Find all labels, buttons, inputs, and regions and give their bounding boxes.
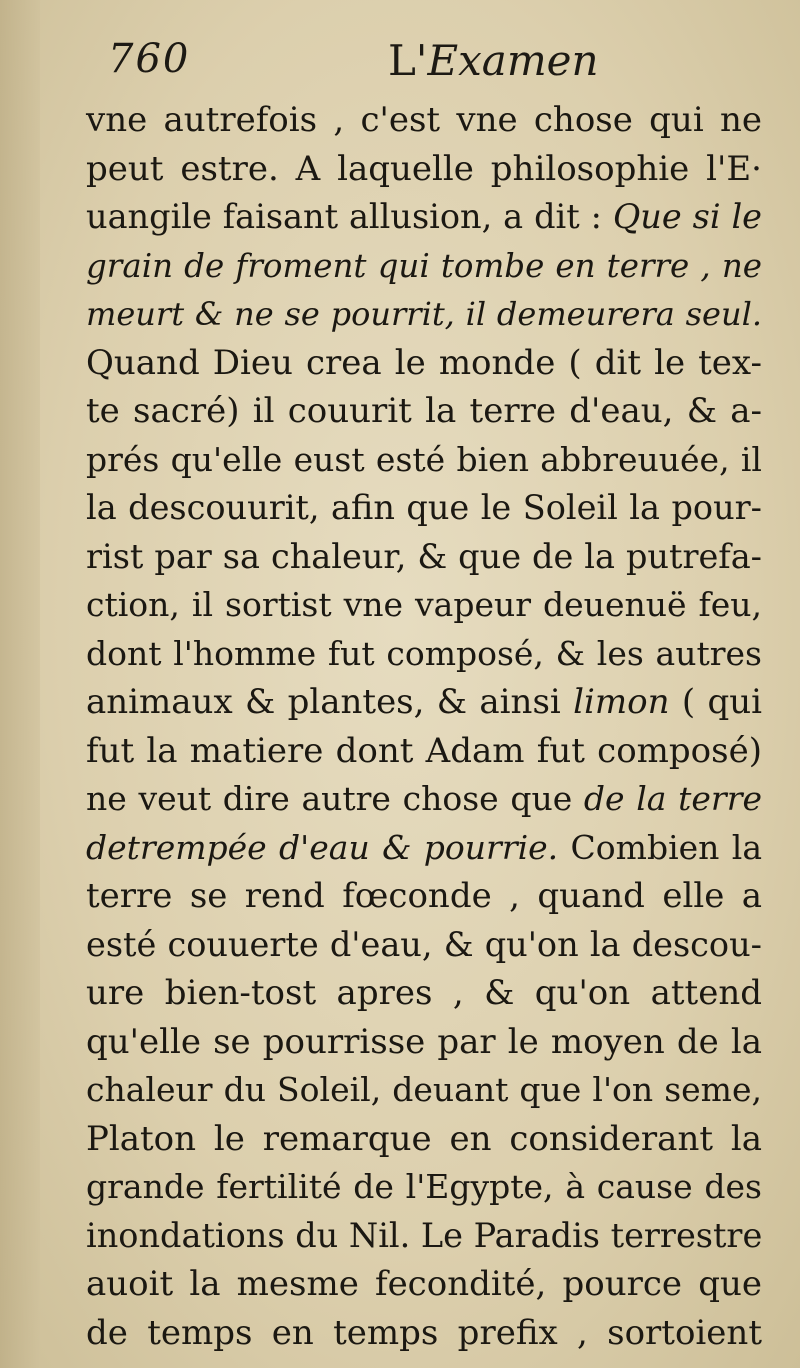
text-run: ne veut dire autre chose que: [86, 779, 584, 818]
text-run: dont l'homme fut composé, & les autres: [86, 633, 762, 673]
text-line: [86, 242, 762, 291]
text-line: [86, 1163, 762, 1212]
text-run: peut estre. A laquelle philosophie l'E·: [86, 148, 762, 189]
text-line: [86, 484, 762, 533]
text-line: [86, 1115, 762, 1164]
text-line: [86, 145, 762, 194]
running-title-lead: L': [388, 36, 428, 85]
text-line: [86, 969, 762, 1018]
text-line: [86, 290, 762, 339]
text-line: [86, 1309, 762, 1358]
text-run: Combien la: [558, 827, 762, 867]
text-line: [86, 387, 762, 436]
text-line: [86, 1260, 762, 1309]
text-line: [86, 775, 762, 824]
text-run: la descouurit, afin que le Soleil la pour-: [86, 488, 762, 527]
text-run: chaleur du Soleil, deuant que l'on seme,: [86, 1070, 762, 1109]
text-run: terre se rend fœconde , quand elle a: [86, 876, 762, 916]
body-text: [86, 96, 762, 1357]
text-run: animaux & plantes, & ainsi: [86, 682, 574, 722]
text-line: [86, 872, 762, 921]
text-run: ure bien-tost apres , & qu'on attend: [86, 973, 762, 1013]
text-line: [86, 1018, 762, 1067]
text-run: inondations du Nil. Le Paradis terrestre: [86, 1215, 763, 1255]
text-run: fut la matiere dont Adam fut composé): [86, 730, 762, 771]
page-gutter-shadow: [0, 0, 40, 1368]
text-run: te sacré) il couurit la terre d'eau, & a-: [86, 391, 762, 431]
text-line: [86, 727, 762, 776]
text-run: Quand Dieu crea le monde ( dit le tex-: [86, 342, 762, 383]
text-run: qu'elle se pourrisse par le moyen de la: [86, 1021, 762, 1062]
text-run: prés qu'elle eust esté bien abbreuuée, il: [86, 439, 762, 479]
text-line: [86, 193, 762, 242]
text-run: de temps en temps prefix , sortoient: [86, 1312, 762, 1353]
italic-text-run: meurt & ne se pourrit, il demeurera seul.: [86, 295, 762, 333]
page-number: 760: [108, 36, 191, 82]
text-line: [86, 921, 762, 970]
text-line: [86, 96, 762, 145]
text-line: [86, 1212, 762, 1261]
italic-text-run: de la terre: [583, 779, 763, 818]
text-line: [86, 339, 762, 388]
italic-text-run: detrempée d'eau & pourrie.: [86, 827, 559, 867]
text-run: esté couuerte d'eau, & qu'on la descou-: [86, 924, 762, 964]
text-run: ( qui: [669, 682, 763, 722]
page-header: [108, 36, 748, 96]
italic-text-run: Que si le: [612, 197, 763, 236]
text-run: ction, il sortist vne vapeur deuenuë feu,: [86, 585, 762, 624]
italic-text-run: limon: [573, 682, 670, 722]
text-line: [86, 533, 762, 582]
text-line: [86, 1066, 762, 1115]
text-line: [86, 824, 762, 873]
text-run: Platon le remarque en considerant la: [86, 1118, 762, 1159]
running-title: [388, 36, 599, 85]
text-run: uangile faisant allusion, a dit :: [86, 197, 613, 236]
text-line: [86, 630, 762, 679]
text-line: [86, 436, 762, 485]
text-run: vne autrefois , c'est vne chose qui ne: [86, 100, 762, 140]
text-line: [86, 581, 762, 630]
text-run: grande fertilité de l'Egypte, à cause des: [86, 1167, 762, 1206]
running-title-italic: Examen: [427, 36, 599, 85]
text-run: rist par sa chaleur, & que de la putrefa-: [86, 536, 762, 576]
text-run: auoit la mesme fecondité, pource que: [86, 1264, 762, 1304]
italic-text-run: grain de froment qui tombe en terre , ne: [86, 246, 762, 285]
text-line: [86, 678, 762, 727]
